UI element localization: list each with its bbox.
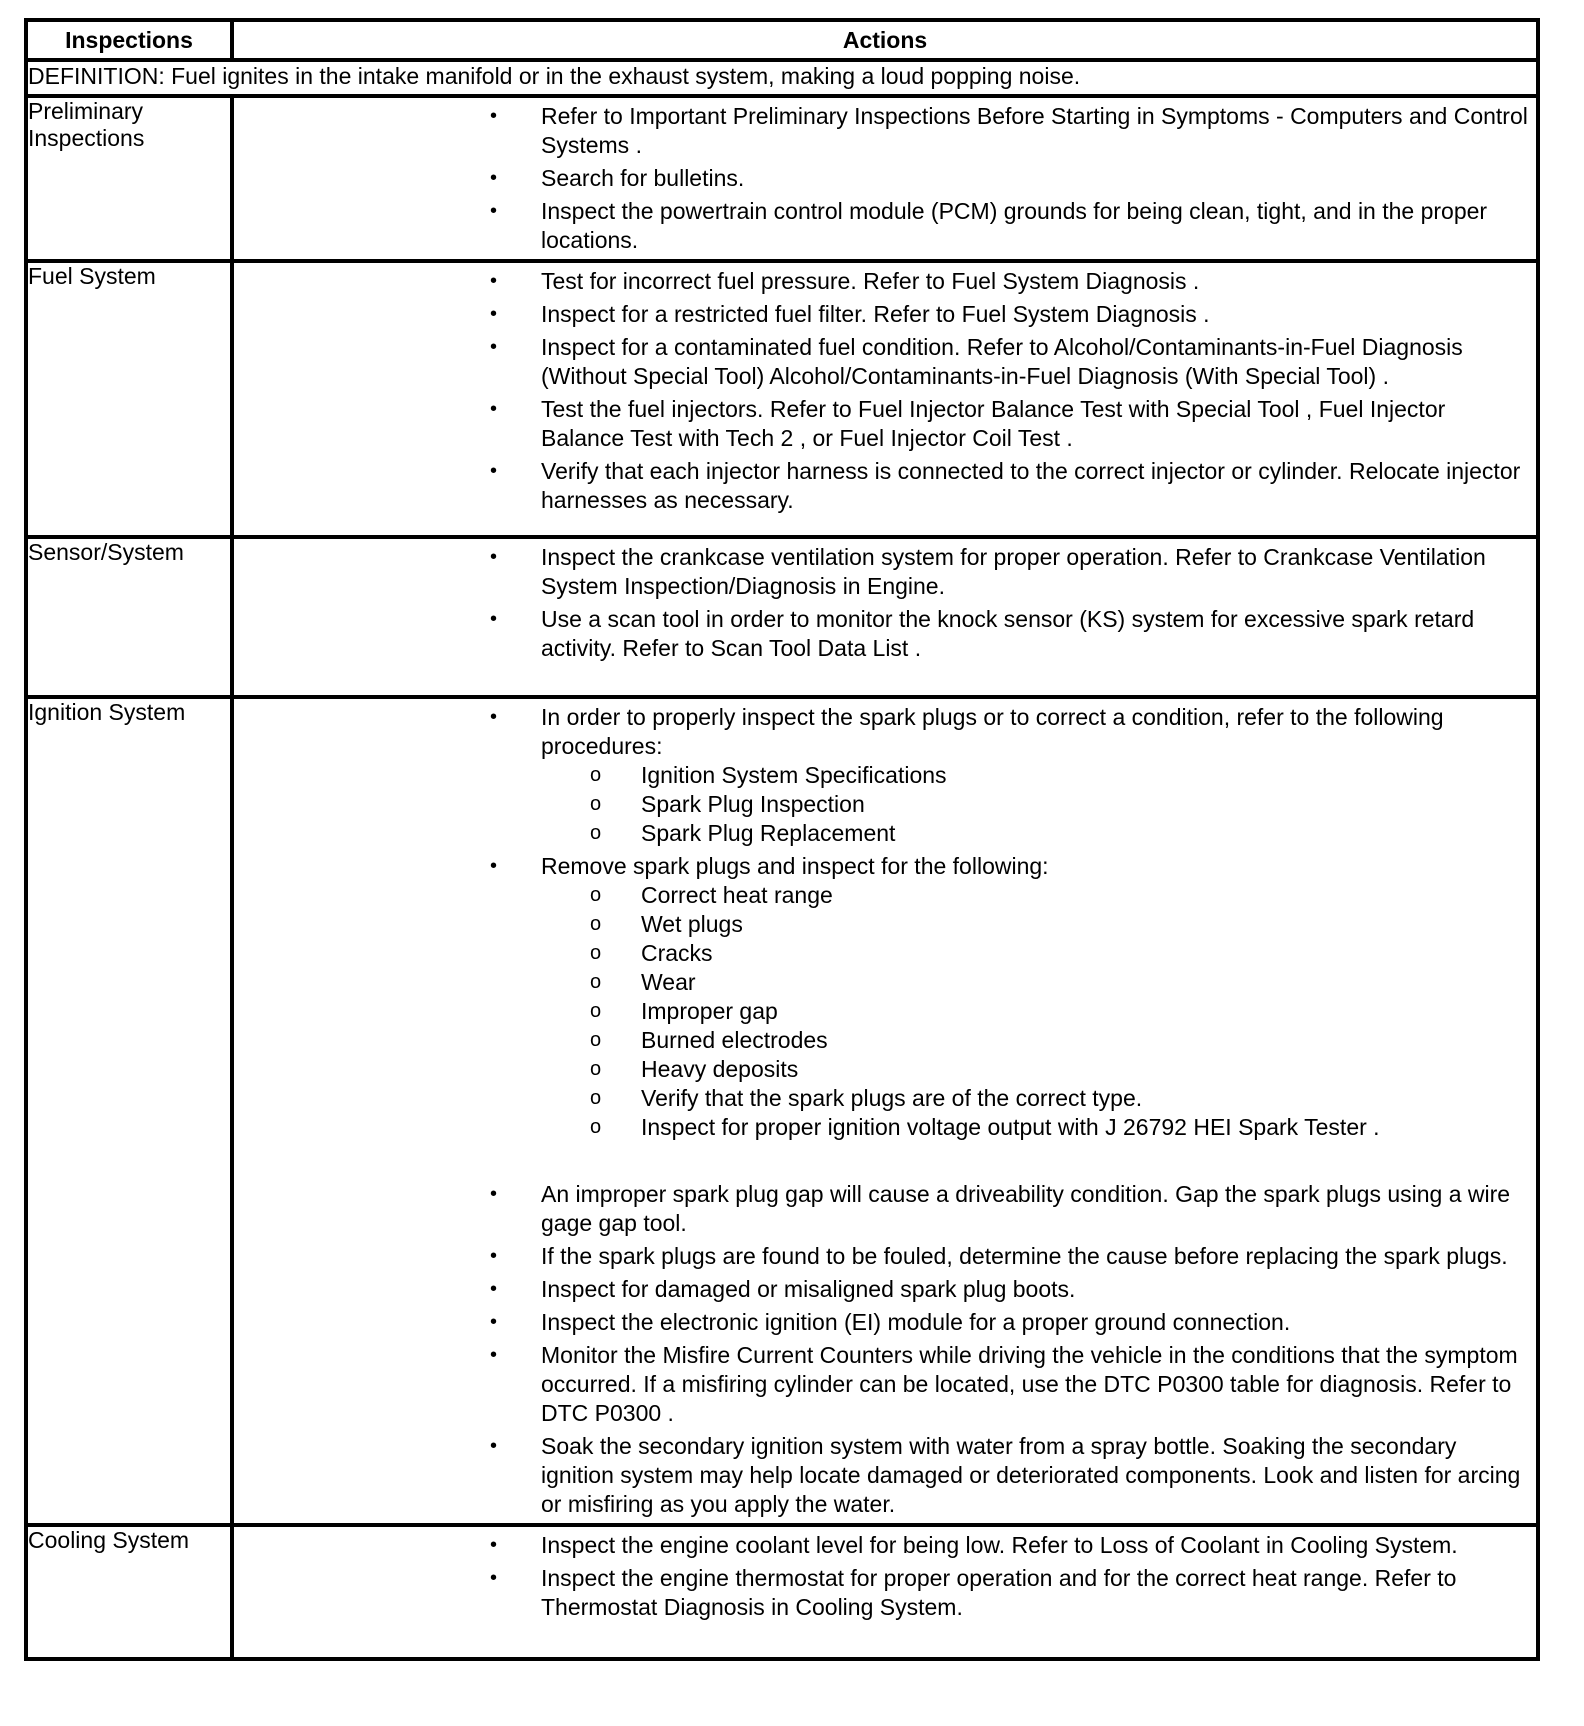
bullet-icon: • — [490, 546, 498, 568]
actions-ignition — [232, 697, 1538, 1525]
sub-list-item — [234, 1055, 1532, 1084]
bullet-icon: • — [490, 398, 498, 420]
bullet-icon: • — [490, 608, 498, 630]
list-fuel — [234, 267, 1536, 515]
bullet-icon: • — [490, 270, 498, 292]
list-item-text: Test for incorrect fuel pressure. Refer to Fuel System Diagnosis . — [541, 268, 1200, 294]
circle-bullet-icon: o — [590, 764, 602, 786]
list-sensor — [234, 543, 1536, 663]
header-actions: Actions — [232, 20, 1538, 60]
list-item-text: If the spark plugs are found to be fouled, determine the cause before replacing the spark plugs. — [541, 1243, 1508, 1269]
list-item-text: Inspect for a contaminated fuel condition. Refer to Alcohol/Contaminants-in-Fuel Diagnosis (Without Special Tool) Alcohol/Contaminants-in-Fuel Diagnosis (With Special Tool) . — [541, 334, 1463, 389]
circle-bullet-icon: o — [590, 1000, 602, 1022]
sub-list-item-text: Inspect for proper ignition voltage output with J 26792 HEI Spark Tester . — [641, 1114, 1380, 1140]
list-item — [234, 1308, 1536, 1337]
circle-bullet-icon: o — [590, 913, 602, 935]
sub-list-item — [234, 997, 1532, 1026]
sub-list-item — [234, 910, 1532, 939]
sub-list-item-text: Burned electrodes — [641, 1027, 828, 1053]
bullet-icon: • — [490, 1278, 498, 1300]
circle-bullet-icon: o — [590, 1087, 602, 1109]
list-item-text: Inspect the crankcase ventilation system for proper operation. Refer to Crankcase Ventilation System Inspection/Diagnosis in Engine. — [541, 544, 1486, 599]
label-sensor: Sensor/System — [26, 537, 232, 697]
list-item-text: Refer to Important Preliminary Inspections Before Starting in Symptoms - Computers and Control Systems . — [541, 103, 1528, 158]
list-ignition-after — [234, 1180, 1536, 1519]
sub-list-item — [234, 1084, 1532, 1113]
sub-list-item — [234, 881, 1532, 910]
list-item — [234, 1180, 1536, 1238]
label-fuel: Fuel System — [26, 261, 232, 537]
bullet-icon: • — [490, 167, 498, 189]
list-item — [234, 1341, 1536, 1428]
list-item-text: Inspect the engine coolant level for being low. Refer to Loss of Coolant in Cooling System. — [541, 1532, 1458, 1558]
bullet-icon: • — [490, 1245, 498, 1267]
list-item — [234, 1275, 1536, 1304]
list-item — [234, 703, 1536, 848]
list-preliminary — [234, 102, 1536, 255]
sub-list-item — [234, 939, 1532, 968]
list-item — [234, 457, 1536, 515]
ignition-item-2: Remove spark plugs and inspect for the following: — [541, 853, 1049, 879]
bullet-icon: • — [490, 336, 498, 358]
sub-list-item-text: Wear — [641, 969, 696, 995]
bullet-icon: • — [490, 200, 498, 222]
actions-cooling — [232, 1525, 1538, 1659]
circle-bullet-icon: o — [590, 1058, 602, 1080]
list-item-text: Inspect for damaged or misaligned spark plug boots. — [541, 1276, 1076, 1302]
label-cooling: Cooling System — [26, 1525, 232, 1659]
list-item — [234, 1531, 1536, 1560]
list-item — [234, 267, 1536, 296]
bullet-icon: • — [490, 1567, 498, 1589]
circle-bullet-icon: o — [590, 1029, 602, 1051]
sub-list-item-text: Improper gap — [641, 998, 778, 1024]
bullet-icon: • — [490, 303, 498, 325]
sub-list-item — [234, 819, 1532, 848]
actions-sensor — [232, 537, 1538, 697]
bullet-icon: • — [490, 1311, 498, 1333]
list-cooling — [234, 1531, 1536, 1622]
list-item — [234, 102, 1536, 160]
bullet-icon: • — [490, 1183, 498, 1205]
row-ignition — [26, 697, 1538, 1525]
list-item-text: Inspect for a restricted fuel filter. Refer to Fuel System Diagnosis . — [541, 301, 1210, 327]
sub-list-item-text: Cracks — [641, 940, 713, 966]
list-item-text: An improper spark plug gap will cause a driveability condition. Gap the spark plugs using a wire gage gap tool. — [541, 1181, 1511, 1236]
sub-list-item-text: Spark Plug Replacement — [641, 820, 896, 846]
circle-bullet-icon: o — [590, 793, 602, 815]
actions-preliminary — [232, 96, 1538, 261]
definition-row — [26, 60, 1538, 96]
list-item — [234, 300, 1536, 329]
list-item — [234, 1564, 1536, 1622]
list-item — [234, 333, 1536, 391]
list-item — [234, 852, 1536, 1142]
list-item-text: Inspect the powertrain control module (PCM) grounds for being clean, tight, and in the proper locations. — [541, 198, 1488, 253]
header-row — [26, 20, 1538, 60]
bullet-icon: • — [490, 1534, 498, 1556]
spacer — [234, 1146, 1536, 1176]
sub-list-item-text: Correct heat range — [641, 882, 833, 908]
list-item — [234, 1242, 1536, 1271]
actions-fuel — [232, 261, 1538, 537]
list-item-text: Test the fuel injectors. Refer to Fuel Injector Balance Test with Special Tool , Fuel Injector Balance Test with Tech 2 , or Fuel Injector Coil Test . — [541, 396, 1446, 451]
list-item — [234, 395, 1536, 453]
circle-bullet-icon: o — [590, 822, 602, 844]
sub-list-item — [234, 1026, 1532, 1055]
sub-list-item — [234, 1113, 1532, 1142]
list-item-text: Inspect the electronic ignition (EI) module for a proper ground connection. — [541, 1309, 1291, 1335]
list-item — [234, 605, 1536, 663]
symptom-table — [24, 18, 1540, 1661]
list-item-text: Search for bulletins. — [541, 165, 745, 191]
list-item-text: Use a scan tool in order to monitor the knock sensor (KS) system for excessive spark retard activity. Refer to Scan Tool Data List . — [541, 606, 1475, 661]
circle-bullet-icon: o — [590, 971, 602, 993]
bullet-icon: • — [490, 460, 498, 482]
sub-list-item-text: Wet plugs — [641, 911, 743, 937]
list-item — [234, 197, 1536, 255]
sub-list-item — [234, 761, 1532, 790]
bullet-icon: • — [490, 706, 498, 728]
row-fuel — [26, 261, 1538, 537]
ignition-item-1: In order to properly inspect the spark plugs or to correct a condition, refer to the following procedures: — [541, 704, 1444, 759]
row-cooling — [26, 1525, 1538, 1659]
bullet-icon: • — [490, 1435, 498, 1457]
list-item-text: Soak the secondary ignition system with water from a spray bottle. Soaking the secondary ignition system may help locate damaged or deteriorated components. Look and listen for arcing or misfiring as you apply the water. — [541, 1433, 1521, 1517]
sub-list-item — [234, 968, 1532, 997]
sub-list-item-text: Spark Plug Inspection — [641, 791, 865, 817]
label-preliminary: Preliminary Inspections — [26, 96, 232, 261]
label-ignition: Ignition System — [26, 697, 232, 1525]
row-sensor — [26, 537, 1538, 697]
sub-list-item — [234, 790, 1532, 819]
circle-bullet-icon: o — [590, 1116, 602, 1138]
list-item — [234, 543, 1536, 601]
bullet-icon: • — [490, 105, 498, 127]
header-inspections: Inspections — [26, 20, 232, 60]
list-item-text: Inspect the engine thermostat for proper operation and for the correct heat range. Refer to Thermostat Diagnosis in Cooling System. — [541, 1565, 1457, 1620]
sub-list-item-text: Ignition System Specifications — [641, 762, 947, 788]
sub-list-item-text: Heavy deposits — [641, 1056, 799, 1082]
list-ignition — [234, 703, 1536, 1142]
row-preliminary — [26, 96, 1538, 261]
circle-bullet-icon: o — [590, 884, 602, 906]
sub-list-item-text: Verify that the spark plugs are of the correct type. — [641, 1085, 1143, 1111]
bullet-icon: • — [490, 1344, 498, 1366]
ignition-sublist-2 — [541, 881, 1532, 1142]
list-item — [234, 1432, 1536, 1519]
list-item-text: Verify that each injector harness is connected to the correct injector or cylinder. Relocate injector harnesses as necessary. — [541, 458, 1521, 513]
list-item — [234, 164, 1536, 193]
list-item-text: Monitor the Misfire Current Counters while driving the vehicle in the conditions that the symptom occurred. If a misfiring cylinder can be located, use the DTC P0300 table for diagnosis. Refer to DTC P0300 . — [541, 1342, 1518, 1426]
ignition-sublist-1 — [541, 761, 1532, 848]
bullet-icon: • — [490, 855, 498, 877]
circle-bullet-icon: o — [590, 942, 602, 964]
definition-text: DEFINITION: Fuel ignites in the intake manifold or in the exhaust system, making a loud popping noise. — [26, 60, 1538, 96]
